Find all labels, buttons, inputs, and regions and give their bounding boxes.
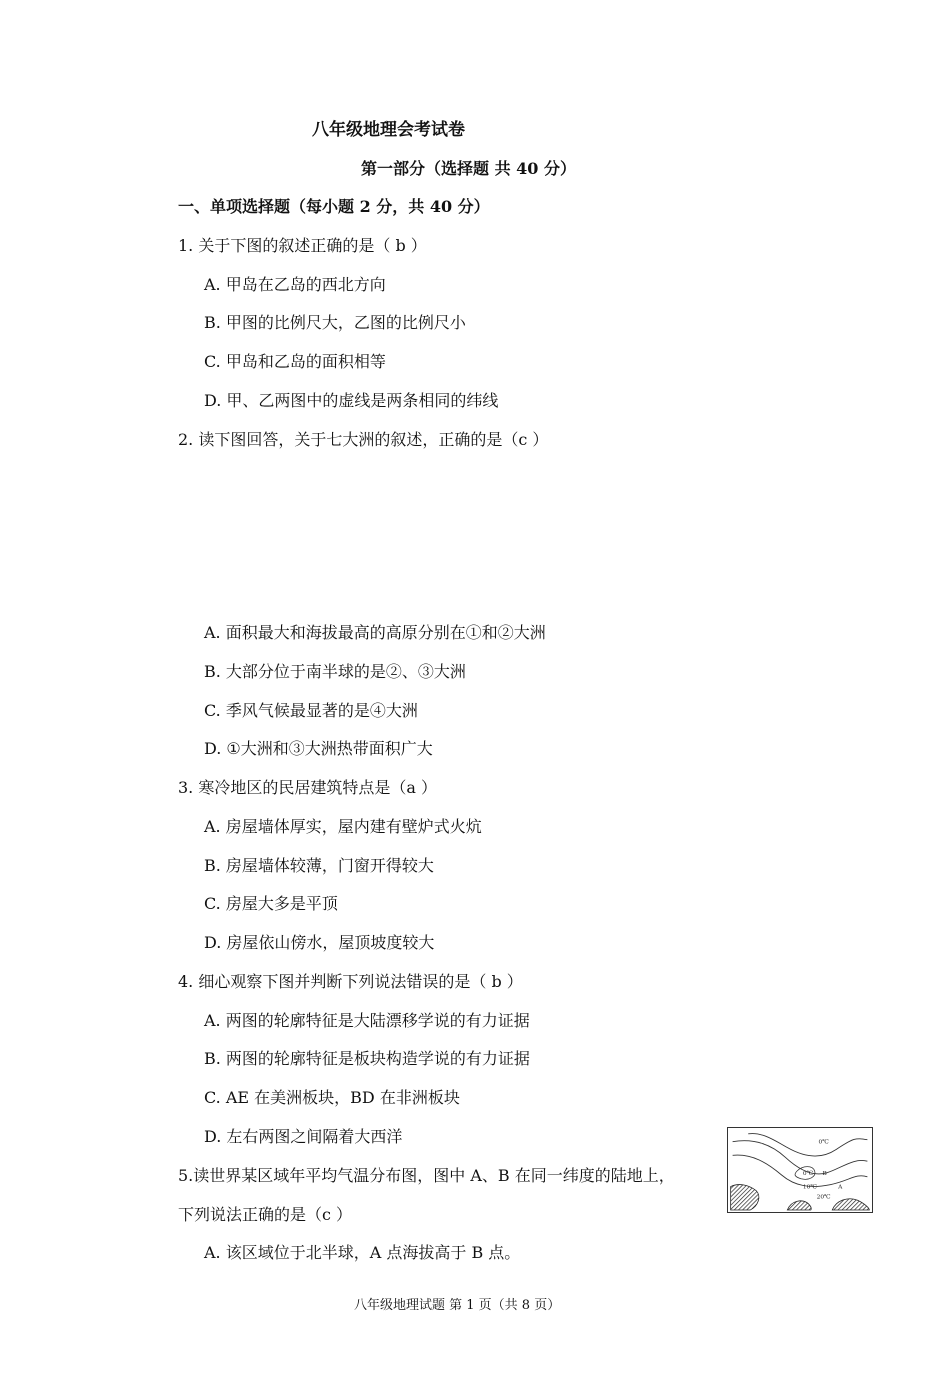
land-area — [832, 1199, 869, 1210]
point-label-a: A — [838, 1184, 843, 1191]
isotherm-label: 0℃ — [802, 1170, 814, 1177]
isotherm-line — [733, 1155, 868, 1186]
land-area — [787, 1201, 811, 1210]
land-area — [731, 1185, 759, 1210]
isotherm-label: 0℃ — [818, 1139, 829, 1146]
question-1-option-a: A. 甲岛在乙岛的西北方向 — [204, 275, 386, 294]
isotherm-label: 10℃ — [802, 1184, 817, 1191]
question-1-option-b: B. 甲图的比例尺大，乙图的比例尺小 — [204, 313, 466, 332]
question-4-stem: 4. 细心观察下图并判断下列说法错误的是（ b ） — [178, 972, 523, 991]
question-3-option-c: C. 房屋大多是平顶 — [204, 894, 338, 913]
question-4-option-a: A. 两图的轮廓特征是大陆漂移学说的有力证据 — [204, 1011, 530, 1030]
exam-title: 八年级地理会考试卷 — [312, 120, 465, 140]
temperature-map-graphic — [728, 1128, 872, 1212]
question-3-option-d: D. 房屋依山傍水，屋顶坡度较大 — [204, 933, 435, 952]
question-2-option-c: C. 季风气候最显著的是④大洲 — [204, 701, 418, 720]
question-2-option-d: D. ①大洲和③大洲热带面积广大 — [204, 739, 433, 758]
section-heading: 一、单项选择题（每小题 2 分，共 40 分） — [178, 197, 490, 216]
isotherm-label: 20℃ — [816, 1194, 831, 1201]
question-1-option-c: C. 甲岛和乙岛的面积相等 — [204, 352, 386, 371]
question-5-option-a: A. 该区域位于北半球，A 点海拔高于 B 点。 — [204, 1243, 521, 1262]
question-3-stem: 3. 寒冷地区的民居建筑特点是（a ） — [178, 778, 437, 797]
part-heading: 第一部分（选择题 共 40 分） — [361, 159, 576, 178]
question-4-option-c: C. AE 在美洲板块，BD 在非洲板块 — [204, 1088, 460, 1107]
point-label-b: B — [822, 1170, 827, 1177]
temperature-map-figure — [727, 1127, 873, 1213]
question-4-option-b: B. 两图的轮廓特征是板块构造学说的有力证据 — [204, 1049, 530, 1068]
page-footer: 八年级地理试题 第 1 页（共 8 页） — [354, 1298, 561, 1313]
question-1-option-d: D. 甲、乙两图中的虚线是两条相同的纬线 — [204, 391, 499, 410]
question-2-option-a: A. 面积最大和海拔最高的高原分别在①和②大洲 — [204, 623, 546, 642]
question-4-option-d: D. 左右两图之间隔着大西洋 — [204, 1127, 403, 1146]
question-5-stem-line-2: 下列说法正确的是（c ） — [178, 1205, 353, 1224]
question-3-option-a: A. 房屋墙体厚实，屋内建有壁炉式火炕 — [204, 817, 482, 836]
question-2-option-b: B. 大部分位于南半球的是②、③大洲 — [204, 662, 466, 681]
question-3-option-b: B. 房屋墙体较薄，门窗开得较大 — [204, 856, 434, 875]
question-5-stem-line-1: 5.读世界某区域年平均气温分布图，图中 A、B 在同一纬度的陆地上， — [178, 1166, 675, 1185]
question-1-stem: 1. 关于下图的叙述正确的是（ b ） — [178, 236, 427, 255]
question-2-stem: 2. 读下图回答，关于七大洲的叙述，正确的是（c ） — [178, 430, 549, 449]
